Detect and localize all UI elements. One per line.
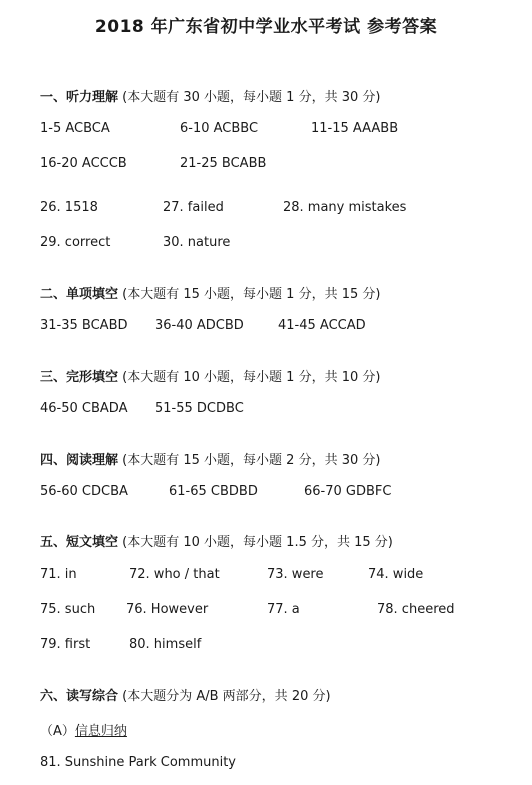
answer-cell: 75. such bbox=[40, 602, 96, 617]
section-heading: 三、完形填空 bbox=[40, 370, 119, 385]
answer-cell: 80. himself bbox=[129, 637, 202, 652]
section-note: (本大题有 30 小题，每小题 1 分，共 30 分) bbox=[122, 90, 381, 105]
section-heading: 二、单项填空 bbox=[40, 287, 119, 302]
section-read-write bbox=[40, 685, 331, 704]
answer-cell: 30. nature bbox=[163, 235, 231, 250]
answer-cell: 79. first bbox=[40, 637, 91, 652]
section-single-choice bbox=[40, 283, 380, 302]
section-cloze bbox=[40, 366, 380, 385]
section-heading: 四、阅读理解 bbox=[40, 453, 119, 468]
answer-cell: 78. cheered bbox=[377, 602, 455, 617]
answer-cell: 11-15 AAABB bbox=[311, 121, 399, 136]
answer-cell: 66-70 GDBFC bbox=[304, 484, 392, 499]
section-note: (本大题分为 A/B 两部分，共 20 分) bbox=[122, 689, 331, 704]
answer-cell: 77. a bbox=[267, 602, 300, 617]
answer-cell: 73. were bbox=[267, 567, 324, 582]
page-title: 2018 年广东省初中学业水平考试 参考答案 bbox=[94, 17, 438, 37]
section-note: (本大题有 10 小题，每小题 1.5 分，共 15 分) bbox=[122, 535, 393, 550]
section-reading bbox=[40, 449, 380, 468]
answer-cell: 51-55 DCDBC bbox=[155, 401, 244, 416]
section-heading: 六、读写综合 bbox=[40, 689, 119, 704]
answer-cell: 41-45 ACCAD bbox=[278, 318, 366, 333]
answer-cell: 28. many mistakes bbox=[283, 200, 407, 215]
answer-cell: 81. Sunshine Park Community bbox=[40, 755, 236, 770]
section-heading: 五、短文填空 bbox=[40, 535, 119, 550]
answer-cell: 1-5 ACBCA bbox=[40, 121, 110, 136]
section-note: (本大题有 15 小题，每小题 1 分，共 15 分) bbox=[122, 287, 381, 302]
answer-cell: 26. 1518 bbox=[40, 200, 98, 215]
answer-cell: 56-60 CDCBA bbox=[40, 484, 128, 499]
answer-cell: 72. who / that bbox=[129, 567, 220, 582]
part-a-label: 信息归纳 bbox=[74, 724, 127, 739]
answer-cell: 16-20 ACCCB bbox=[40, 156, 127, 171]
answer-cell: 76. However bbox=[126, 602, 209, 617]
answer-cell: 61-65 CBDBD bbox=[169, 484, 258, 499]
section-heading: 一、听力理解 bbox=[40, 90, 119, 105]
answer-cell: 46-50 CBADA bbox=[40, 401, 128, 416]
answer-cell: 27. failed bbox=[163, 200, 224, 215]
section-note: (本大题有 10 小题，每小题 1 分，共 10 分) bbox=[122, 370, 381, 385]
section-passage-fill bbox=[40, 531, 393, 550]
answer-cell: 21-25 BCABB bbox=[180, 156, 267, 171]
answer-cell: 74. wide bbox=[368, 567, 424, 582]
section-listening bbox=[40, 86, 380, 105]
answer-cell: 36-40 ADCBD bbox=[155, 318, 244, 333]
answer-cell: 31-35 BCABD bbox=[40, 318, 128, 333]
answer-cell: 6-10 ACBBC bbox=[180, 121, 259, 136]
answer-cell: 29. correct bbox=[40, 235, 111, 250]
part-a-prefix: （A） bbox=[40, 724, 75, 739]
part-a-heading bbox=[40, 720, 127, 739]
answer-cell: 71. in bbox=[40, 567, 77, 582]
section-note: (本大题有 15 小题，每小题 2 分，共 30 分) bbox=[122, 453, 381, 468]
